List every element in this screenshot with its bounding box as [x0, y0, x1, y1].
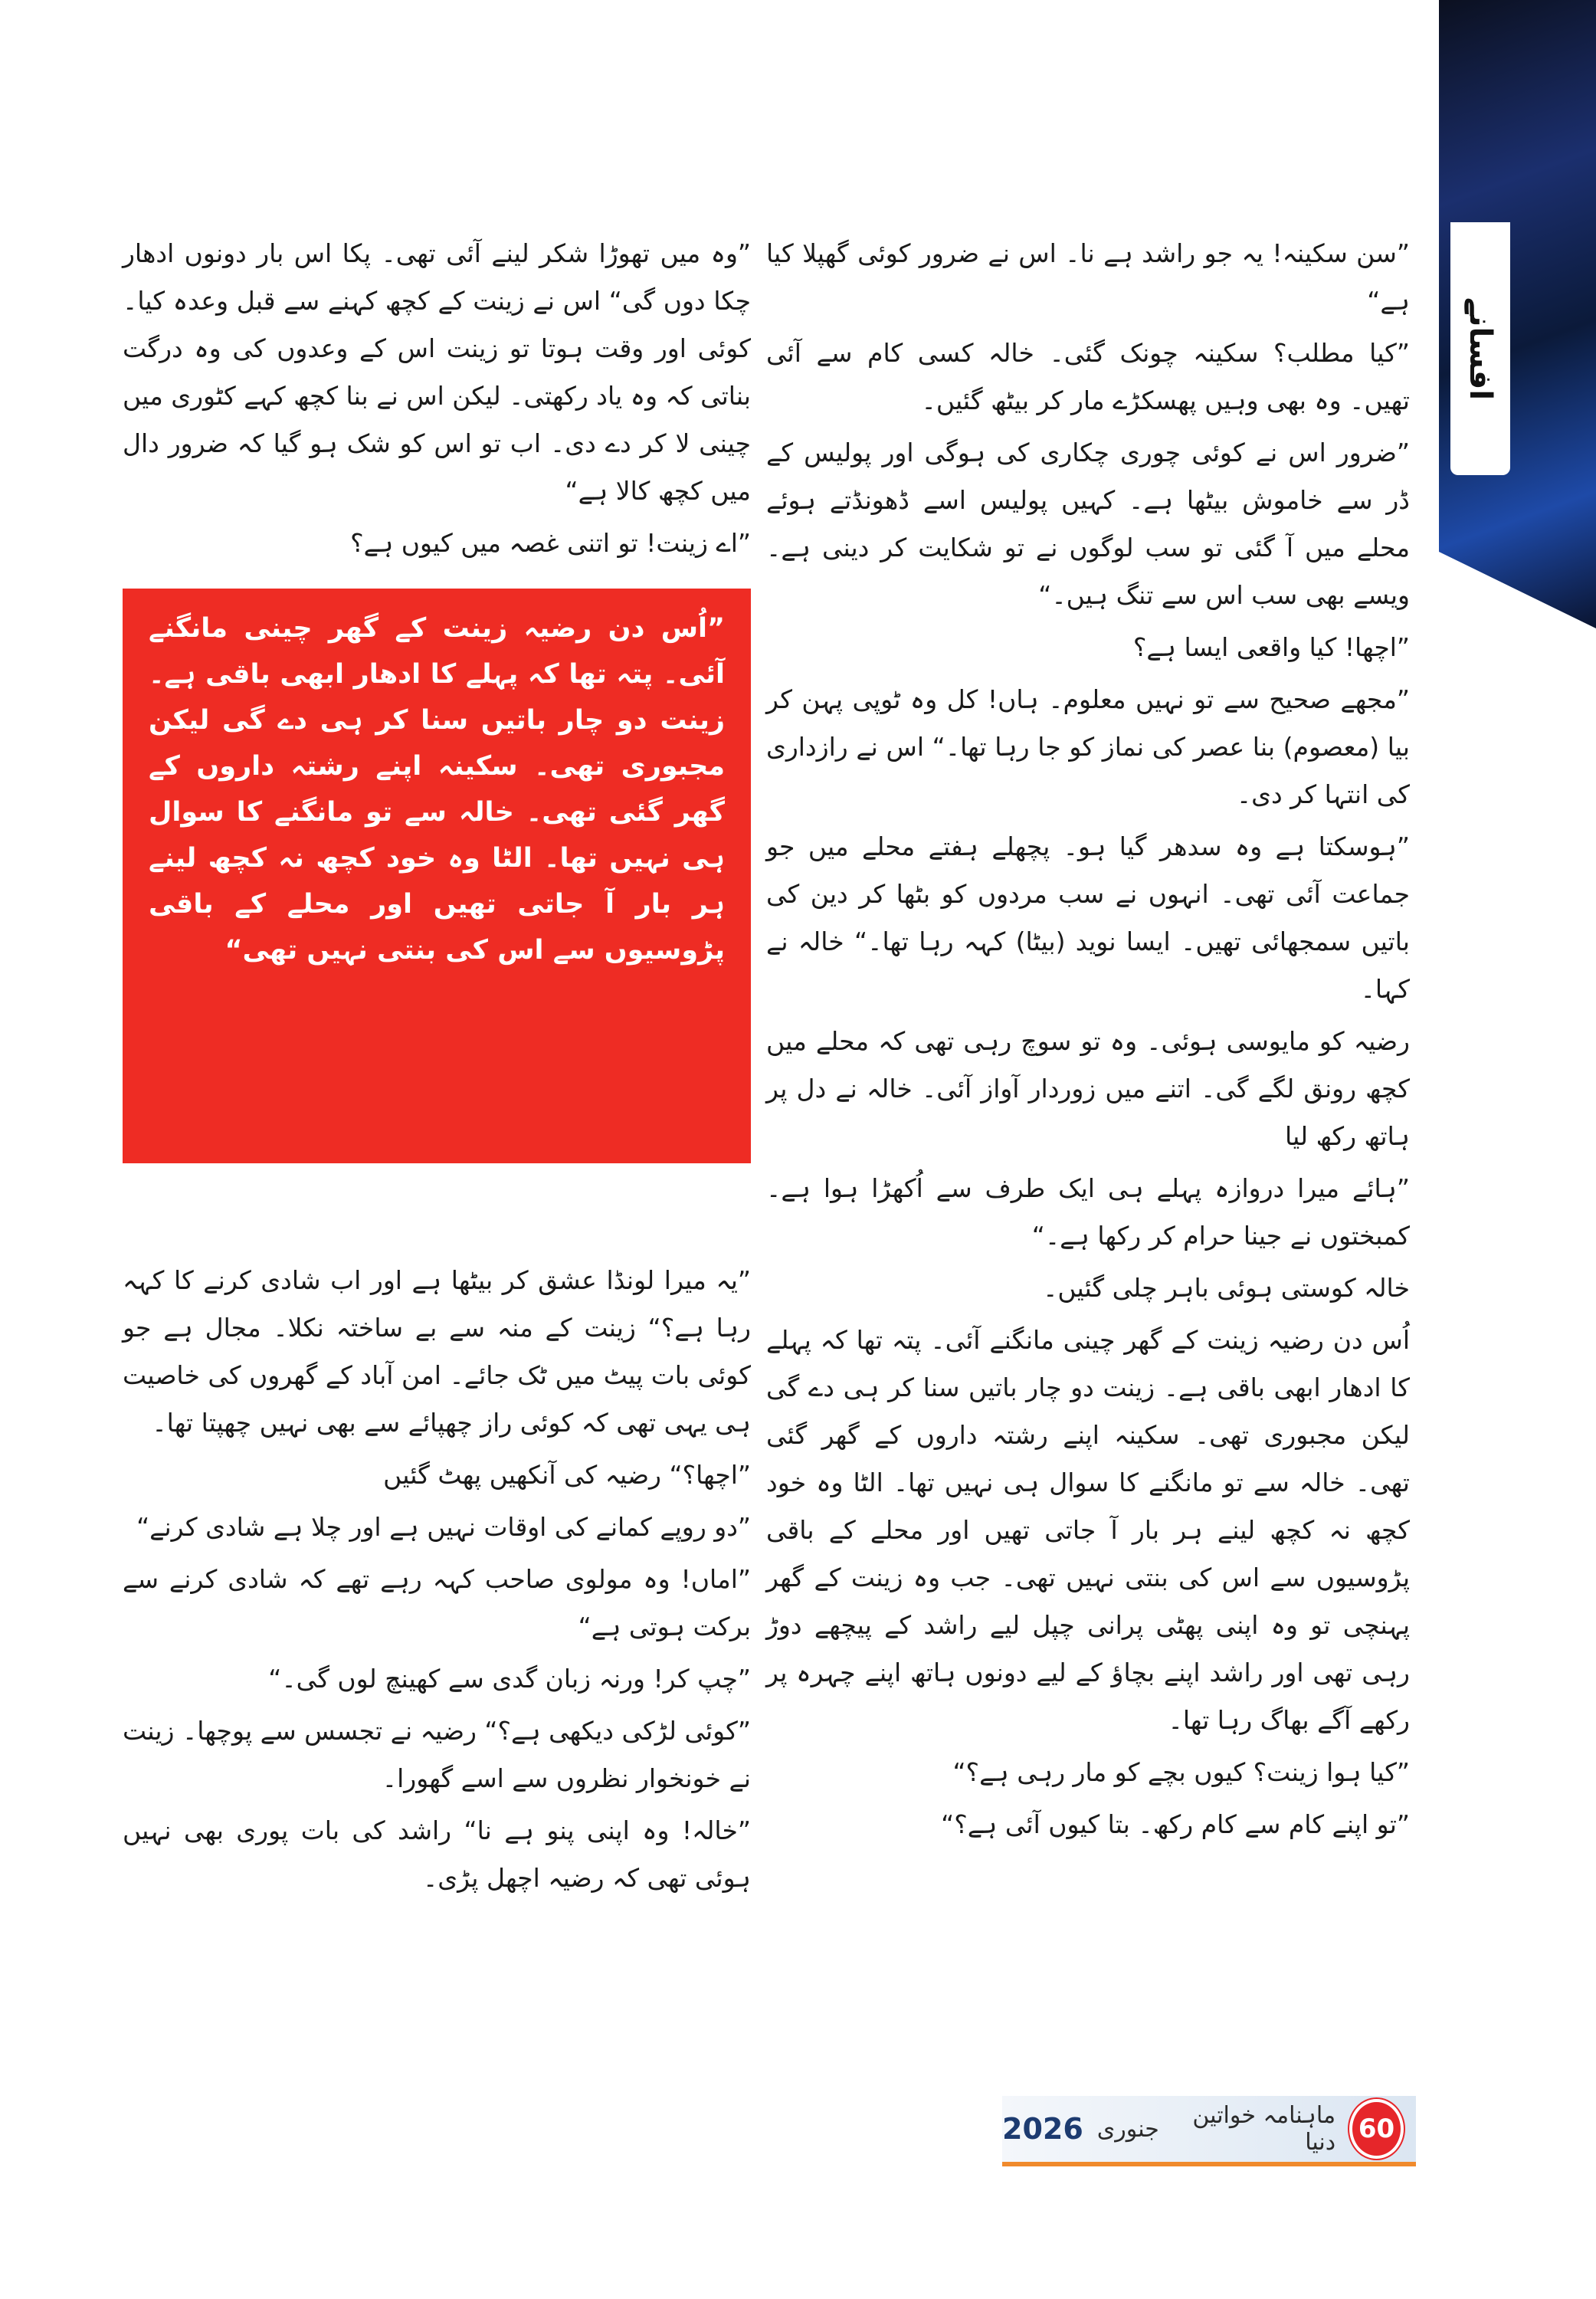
paragraph: ”ضرور اس نے کوئی چوری چکاری کی ہوگی اور پولیس کے ڈر سے خاموش بیٹھا ہے۔ کہیں پولیس اسے ڈھونڈتے ہوئے محلے میں آ گئی تو سب لوگوں نے تو شکایت کر دینی ہے۔ ویسے بھی سب اس سے تنگ ہیں۔“ [766, 438, 1410, 610]
paragraph: ”وہ میں تھوڑا شکر لینے آئی تھی۔ پکا اس بار دونوں ادھار چکا دوں گی“ اس نے زینت کے کچھ کہنے سے قبل وعدہ کیا۔ کوئی اور وقت ہوتا تو زینت اس کے وعدوں کی وہ درگت بناتی کہ وہ یاد رکھتی۔ لیکن اس نے بنا کچھ کہے کٹوری میں چینی لا کر دے دی۔ اب تو اس کو شک ہو گیا کہ ضرور دال میں کچھ کالا ہے“ [123, 238, 751, 506]
page-footer [1002, 2096, 1416, 2166]
page-number: 60 [1349, 2099, 1404, 2159]
paragraph: ”دو روپے کمانے کی اوقات نہیں ہے اور چلا ہے شادی کرنے“ [136, 1512, 751, 1542]
paragraph: ”مجھے صحیح سے تو نہیں معلوم۔ ہاں! کل وہ ٹوپی پہن کر بیا (معصوم) بنا عصر کی نماز کو جا رہا تھا۔“ اس نے رازداری کی انتہا کر دی۔ [766, 684, 1410, 809]
paragraph: رضیہ کو مایوسی ہوئی۔ وہ تو سوچ رہی تھی کہ محلے میں کچھ رونق لگے گی۔ اتنے میں زوردار آواز آئی۔ خالہ نے دل پر ہاتھ رکھ لیا [766, 1026, 1410, 1151]
magazine-name: ماہنامہ خواتین دنیا [1192, 2102, 1336, 2156]
paragraph: ”اماں! وہ مولوی صاحب کہہ رہے تھے کہ شادی کرنے سے برکت ہوتی ہے“ [123, 1564, 751, 1641]
paragraph: ”خالہ! وہ اپنی پنو ہے نا“ راشد کی بات پوری بھی نہیں ہوئی تھی کہ رضیہ اچھل پڑی۔ [123, 1815, 751, 1893]
section-label: افسانے [1463, 297, 1498, 401]
paragraph: ”اے زینت! تو اتنی غصہ میں کیوں ہے؟ [350, 528, 751, 558]
paragraph: ”کوئی لڑکی دیکھی ہے؟“ رضیہ نے تجسس سے پوچھا۔ زینت نے خونخوار نظروں سے اسے گھورا۔ [122, 1716, 751, 1793]
pull-quote-box: ”اُس دن رضیہ زینت کے گھر چینی مانگنے آئی۔ پتہ تھا کہ پہلے کا ادھار ابھی باقی ہے۔ زینت دو چار باتیں سنا کر ہی دے گی لیکن مجبوری تھی۔ سکینہ اپنے رشتہ داروں کے گھر گئی تھی۔ خالہ سے تو مانگنے کا سوال ہی نہیں تھا۔ الٹا وہ خود کچھ نہ کچھ لینے ہر بار آ جاتی تھیں اور محلے کے باقی پڑوسیوں سے اس کی بنتی نہیں تھی“ [123, 589, 751, 1163]
paragraph: ”اچھا؟“ رضیہ کی آنکھیں پھٹ گئیں [383, 1460, 751, 1490]
paragraph: ”ہوسکتا ہے وہ سدھر گیا ہو۔ پچھلے ہفتے محلے میں جو جماعت آئی تھی۔ انہوں نے سب مردوں کو بٹھا کر دین کی باتیں سمجھائی تھیں۔ ایسا نوید (بیٹا) کہہ رہا تھا۔“ خالہ نے کہا۔ [766, 831, 1410, 1004]
paragraph: ”چپ کر! ورنہ زبان گدی سے کھینچ لوں گی۔“ [268, 1664, 751, 1694]
paragraph: ”کیا ہوا زینت؟ کیوں بچے کو مار رہی ہے؟“ [952, 1757, 1410, 1787]
paragraph: اُس دن رضیہ زینت کے گھر چینی مانگنے آئی۔ پتہ تھا کہ پہلے کا ادھار ابھی باقی ہے۔ زینت دو چار باتیں سنا کر ہی دے گی لیکن مجبوری تھی۔ سکینہ اپنے رشتہ داروں کے گھر گئی تھی۔ خالہ سے تو مانگنے کا سوال ہی نہیں تھا۔ الٹا وہ خود کچھ نہ کچھ لینے ہر بار آ جاتی تھیں اور محلے کے باقی پڑوسیوں سے اس کی بنتی نہیں تھی۔ جب وہ زینت کے گھر پہنچی تو وہ اپنی پھٹی پرانی چپل لیے راشد کے پیچھے دوڑ رہی تھی اور راشد اپنے بچاؤ کے لیے دونوں ہاتھ اپنے چہرہ پر رکھے آگے بھاگ رہا تھا۔ [766, 1325, 1410, 1735]
paragraph: ”اچھا! کیا واقعی ایسا ہے؟ [1132, 632, 1410, 662]
issue-year: 2026 [1002, 2112, 1083, 2146]
paragraph: خالہ کوستی ہوئی باہر چلی گئیں۔ [1043, 1273, 1410, 1303]
paragraph: ”کیا مطلب؟ سکینہ چونک گئی۔ خالہ کسی کام سے آئی تھیں۔ وہ بھی وہیں پھسکڑے مار کر بیٹھ گئیں۔ [766, 338, 1410, 415]
paragraph: ”تو اپنے کام سے کام رکھ۔ بتا کیوں آئی ہے؟“ [941, 1809, 1410, 1839]
paragraph: ”ہائے میرا دروازہ پہلے ہی ایک طرف سے اُکھڑا ہوا ہے۔ کمبختوں نے جینا حرام کر رکھا ہے۔“ [766, 1173, 1410, 1251]
right-column [766, 230, 1410, 1853]
paragraph: ”یہ میرا لونڈا عشق کر بیٹھا ہے اور اب شادی کرنے کا کہہ رہا ہے؟“ زینت کے منہ سے بے ساختہ نکلا۔ مجال ہے جو کوئی بات پیٹ میں ٹک جائے۔ امن آباد کے گھروں کی خاصیت ہی یہی تھی کہ کوئی راز چھپائے سے بھی نہیں چھپتا تھا۔ [123, 1265, 751, 1438]
paragraph: ”سن سکینہ! یہ جو راشد ہے نا۔ اس نے ضرور کوئی گھپلا کیا ہے“ [766, 238, 1410, 316]
left-column [122, 230, 751, 1893]
left-column-bottom [123, 1257, 751, 1907]
issue-month: جنوری [1096, 2115, 1159, 2143]
section-tab [1450, 222, 1510, 475]
